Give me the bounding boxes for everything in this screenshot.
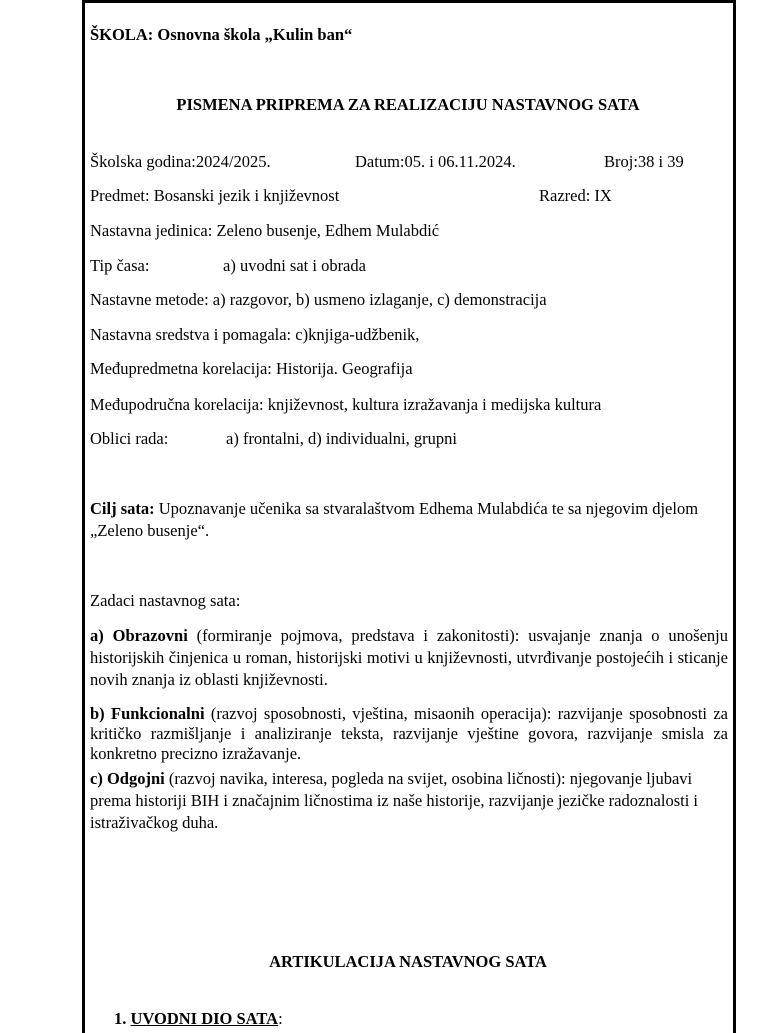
lesson-goal	[90, 498, 728, 542]
articulation-item-suffix: :	[278, 1009, 283, 1028]
articulation-title: ARTIKULACIJA NASTAVNOG SATA	[269, 952, 547, 971]
articulation-item	[114, 1008, 283, 1030]
lesson-type-label: Tip časa:	[90, 256, 150, 275]
subject-correlation: Međupredmetna korelacija: Historija. Geografija	[90, 359, 413, 378]
work-forms-separator: ,	[299, 429, 304, 448]
articulation-item-number: 1.	[114, 1009, 127, 1028]
task-a-text: (formiranje pojmova, predstava i zakonitosti): usvajanje znanja o unošenju historijskih činjenica u roman, historijski motivi u književnosti, utvrđivanje postojećih i sticanje novih znanja iz oblasti književnosti.	[90, 626, 728, 689]
task-b-text: (razvoj sposobnosti, vještina, misaonih operacija): razvijanje sposobnosti za kritičko razmišljanje i analiziranje teksta, razvijanje vještine govora, razvijanje smisla za konkretno precizno izražavanje.	[90, 704, 728, 763]
articulation-item-label: UVODNI DIO SATA	[130, 1009, 279, 1028]
subject: Predmet: Bosanski jezik i književnost	[90, 186, 340, 205]
tasks-heading: Zadaci nastavnog sata:	[90, 591, 241, 610]
work-forms-label: Oblici rada:	[90, 429, 169, 448]
area-correlation: Međupodručna korelacija: književnost, kultura izražavanja i medijska kultura	[90, 395, 602, 414]
school-line	[90, 24, 352, 46]
teaching-resources: Nastavna sredstva i pomagala: c)knjiga-udžbenik,	[90, 325, 420, 344]
task-functional	[90, 704, 728, 764]
teaching-unit: Nastavna jedinica: Zeleno busenje, Edhem Mulabdić	[90, 221, 440, 240]
lesson-type-value: a) uvodni sat i obrada	[223, 256, 366, 275]
task-educational	[90, 625, 728, 691]
goal-label: Cilj sata:	[90, 499, 155, 518]
school-label: ŠKOLA:	[90, 25, 154, 44]
work-forms-a: a) frontalni	[226, 429, 300, 448]
goal-text: Upoznavanje učenika sa stvaralaštvom Edhema Mulabdića te sa njegovim djelom „Zeleno busenje“.	[90, 499, 699, 540]
work-forms-value	[226, 428, 457, 450]
work-forms-rest: d) individualni, grupni	[303, 429, 457, 448]
grade: Razred: IX	[539, 186, 612, 205]
record-number: Broj:38 i 39	[604, 152, 684, 171]
document-title: PISMENA PRIPREMA ZA REALIZACIJU NASTAVNOG SATA	[176, 95, 640, 114]
teaching-methods: Nastavne metode: a) razgovor, b) usmeno izlaganje, c) demonstracija	[90, 290, 547, 309]
task-a-label: a) Obrazovni	[90, 626, 188, 645]
school-name: Osnovna škola „Kulin ban“	[157, 25, 353, 44]
school-year: Školska godina:2024/2025.	[90, 152, 271, 171]
task-c-label: c) Odgojni	[90, 769, 165, 788]
task-c-text: (razvoj navika, interesa, pogleda na svijet, osobina ličnosti): njegovanje ljubavi prema historiji BIH i značajnim ličnostima iz naše historije, razvijanje jezičke radoznalosti i istraživačkog duha.	[90, 769, 699, 832]
task-b-label: b) Funkcionalni	[90, 704, 205, 723]
task-upbringing	[90, 768, 728, 834]
date: Datum:05. i 06.11.2024.	[355, 152, 516, 171]
